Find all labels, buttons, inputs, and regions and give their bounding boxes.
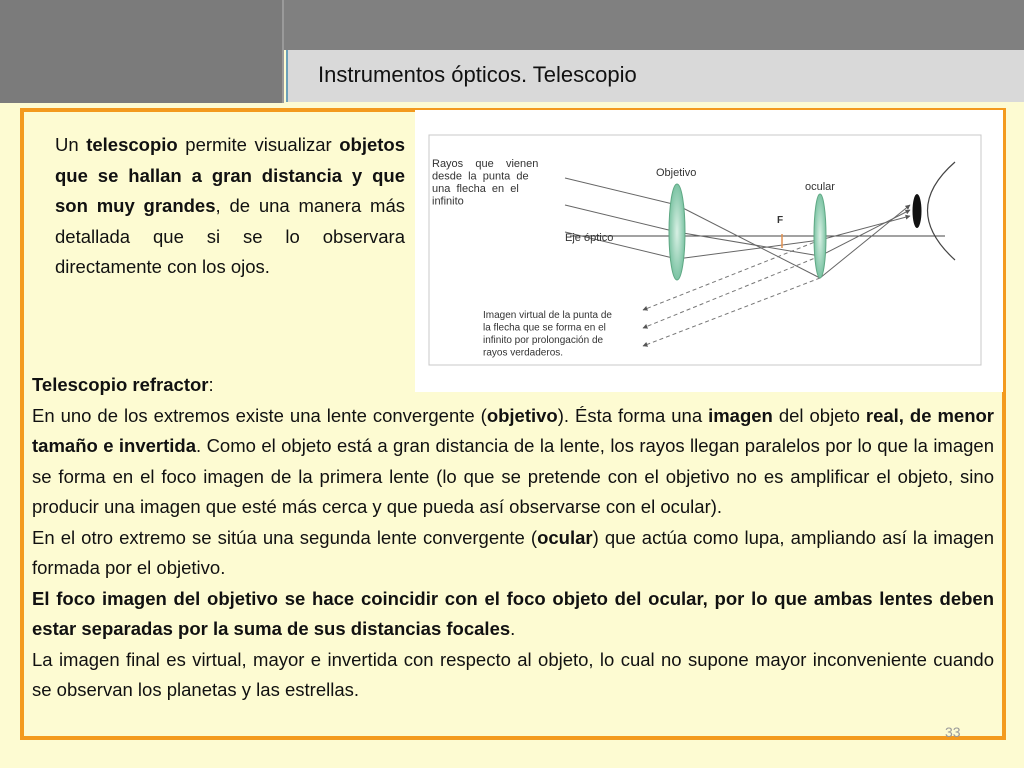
p4-bold: El foco imagen del objetivo se hace coincidir con el foco objeto del ocular, por lo que ambas lentes deben estar separadas por la suma de sus distancias focales (32, 587, 994, 639)
paragraph-objective (32, 401, 994, 523)
p2-text-4: . Como el objeto está a gran distancia de la lente, los rayos llegan paralelos por lo que la imagen se forma en el foco imagen de la primera lente (lo que se pretende con el objetivo no es amplificar el objeto, sino producir una imagen que esté más cerca y que pueda así observarse con el ocular). (32, 435, 995, 517)
corner-decoration (0, 0, 284, 103)
p4-text-1: . (510, 618, 516, 639)
intro-paragraph (55, 130, 405, 283)
p2-text-2: ). Ésta forma una (557, 404, 709, 426)
title-bar (286, 50, 1024, 102)
intro-text-1: Un (55, 134, 87, 155)
heading-refractor-bold: Telescopio refractor (32, 374, 209, 395)
objective-label: Objetivo (656, 167, 697, 179)
focus-label: F (777, 215, 784, 226)
telescope-diagram (415, 110, 1003, 392)
axis-label: Eje óptico (565, 232, 614, 244)
p2-bold-objetivo: objetivo (486, 404, 558, 426)
p5-text-1: La imagen final es virtual, mayor e invertida con respecto al objeto, lo cual no supone mayor inconveniente cuando se observan los planetas y las estrellas. (32, 648, 994, 700)
intro-text-2: permite visualizar (177, 134, 340, 155)
image-label: Imagen virtual de la punta de la flecha que se forma en el infinito por prolongación de rayos verdaderos. (483, 310, 612, 359)
body-text (32, 370, 994, 706)
p2-text-3: del objeto (772, 404, 866, 426)
rays-label: Rayos que vienen desde la punta de una flecha en el infinito (432, 158, 539, 208)
heading-refractor (32, 370, 994, 401)
paragraph-eyepiece (32, 523, 994, 584)
intro-text-3: , de una manera más detallada que si se lo observara directamente con los ojos. (55, 195, 405, 277)
slide-title: Instrumentos ópticos. Telescopio (318, 62, 637, 87)
p3-text-1: En el otro extremo se sitúa una segunda lente convergente ( (32, 526, 538, 548)
eyepiece-lens (814, 194, 826, 278)
intro-bold-objects: objetos que se hallan a gran distancia y que son muy grandes (55, 134, 405, 216)
p3-text-2: ) que actúa como lupa, ampliando así la imagen formada por el objetivo. (32, 526, 995, 578)
heading-refractor-colon: : (208, 374, 214, 395)
p2-bold-imagen: imagen (708, 404, 773, 426)
objective-lens (669, 184, 685, 280)
paragraph-final-image (32, 645, 994, 706)
p2-text-1: En uno de los extremos existe una lente convergente ( (32, 404, 487, 426)
p2-bold-real: real, de menor tamaño e invertida (32, 404, 994, 456)
eyepiece-label: ocular (805, 181, 835, 193)
page-number: 33 (945, 724, 961, 740)
intro-bold-telescopio: telescopio (86, 134, 178, 155)
p3-bold-ocular: ocular (537, 526, 593, 548)
paragraph-focus (32, 584, 994, 645)
eye-pupil (913, 194, 922, 228)
